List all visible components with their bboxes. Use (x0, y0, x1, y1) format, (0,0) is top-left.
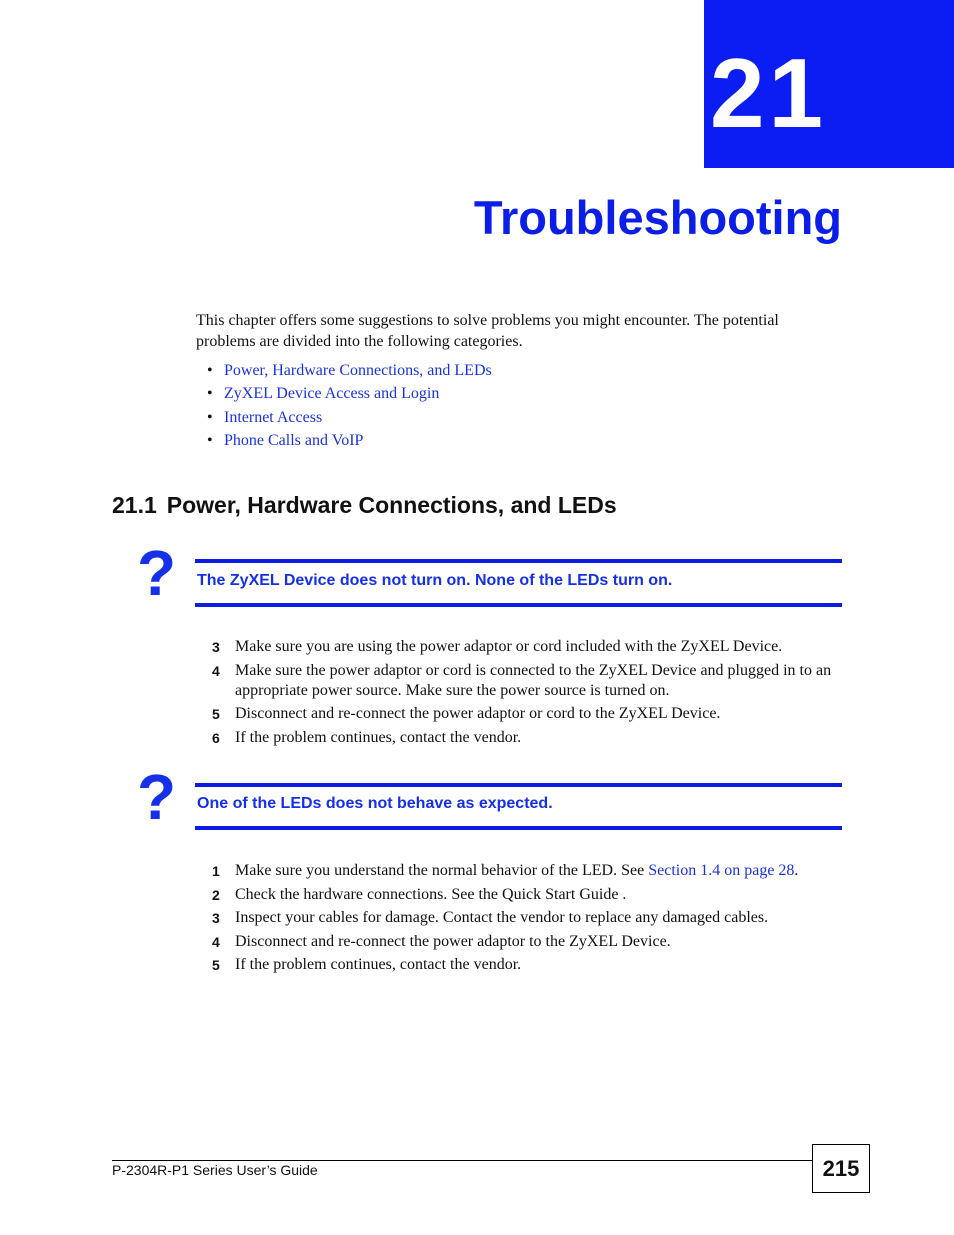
section-heading (112, 492, 617, 519)
chapter-title: Troubleshooting (473, 191, 842, 244)
page-number: 215 (812, 1144, 870, 1193)
section-title: Power, Hardware Connections, and LEDs (166, 492, 617, 518)
step-number: 2 (212, 886, 220, 903)
step-number: 4 (212, 662, 220, 679)
category-link-list (207, 359, 492, 452)
list-item (207, 359, 492, 382)
list-item (212, 861, 842, 881)
footer-guide-title: P-2304R-P1 Series User’s Guide (112, 1162, 318, 1178)
step-text: Inspect your cables for damage. Contact the vendor to replace any damaged cables. (235, 909, 769, 926)
step-number: 1 (212, 863, 220, 879)
footer-rule (112, 1160, 812, 1161)
list-item (207, 406, 492, 429)
step-text: Make sure the power adaptor or cord is connected to the ZyXEL Device and plugged in to an appropriate power source. Make sure the power source is turned on. (235, 661, 832, 699)
question-bottom-rule (195, 826, 842, 830)
list-item (212, 728, 842, 748)
step-number: 3 (212, 910, 220, 926)
question-mark-icon: ? (137, 537, 177, 609)
question-title: The ZyXEL Device does not turn on. None of the LEDs turn on. (197, 572, 673, 589)
list-item (212, 932, 842, 952)
step-text: Disconnect and re-connect the power adaptor or cord to the ZyXEL Device. (235, 705, 721, 722)
link-internet-access[interactable]: Internet Access (224, 408, 323, 426)
step-number: 5 (212, 957, 220, 973)
chapter-number: 21 (710, 38, 828, 148)
question-mark-icon: ? (137, 761, 177, 833)
step-text: If the problem continues, contact the vendor. (235, 728, 522, 746)
troubleshooting-steps (212, 861, 842, 979)
question-top-rule (195, 783, 842, 787)
step-number: 4 (212, 933, 220, 950)
bullet: • (207, 431, 213, 449)
bullet: • (207, 385, 213, 403)
step-number: 6 (212, 729, 220, 746)
list-item (212, 885, 842, 905)
question-top-rule (195, 559, 842, 563)
intro-paragraph: This chapter offers some suggestions to solve problems you might encounter. The potential problems are divided into the following categories. (196, 312, 779, 350)
list-item (212, 661, 842, 701)
link-device-access[interactable]: ZyXEL Device Access and Login (224, 385, 440, 403)
step-number: 5 (212, 706, 220, 722)
troubleshooting-steps (212, 637, 842, 751)
bullet: • (207, 362, 213, 379)
step-text: If the problem continues, contact the vendor. (235, 956, 522, 973)
list-item (212, 704, 842, 724)
list-item (212, 908, 842, 928)
link-section-1-4[interactable]: Section 1.4 on page 28 (648, 862, 795, 879)
list-item (212, 955, 842, 975)
step-text: Check the hardware connections. See the Quick Start Guide . (235, 885, 627, 903)
section-number: 21.1 (112, 492, 157, 518)
question-bottom-rule (195, 603, 842, 607)
step-number: 3 (212, 639, 220, 655)
list-item (212, 637, 842, 657)
list-item (207, 382, 492, 405)
step-text-part: Make sure you understand the normal behavior of the LED. See (235, 862, 649, 879)
list-item (207, 429, 492, 452)
link-power-hardware[interactable]: Power, Hardware Connections, and LEDs (224, 362, 492, 379)
step-text-part: . (794, 862, 799, 879)
question-title: One of the LEDs does not behave as expected. (197, 795, 553, 812)
link-phone-calls[interactable]: Phone Calls and VoIP (224, 431, 364, 449)
step-text: Make sure you are using the power adaptor or cord included with the ZyXEL Device. (235, 638, 783, 655)
bullet: • (207, 408, 213, 426)
step-text: Disconnect and re-connect the power adaptor to the ZyXEL Device. (235, 932, 671, 950)
step-text (235, 861, 798, 881)
